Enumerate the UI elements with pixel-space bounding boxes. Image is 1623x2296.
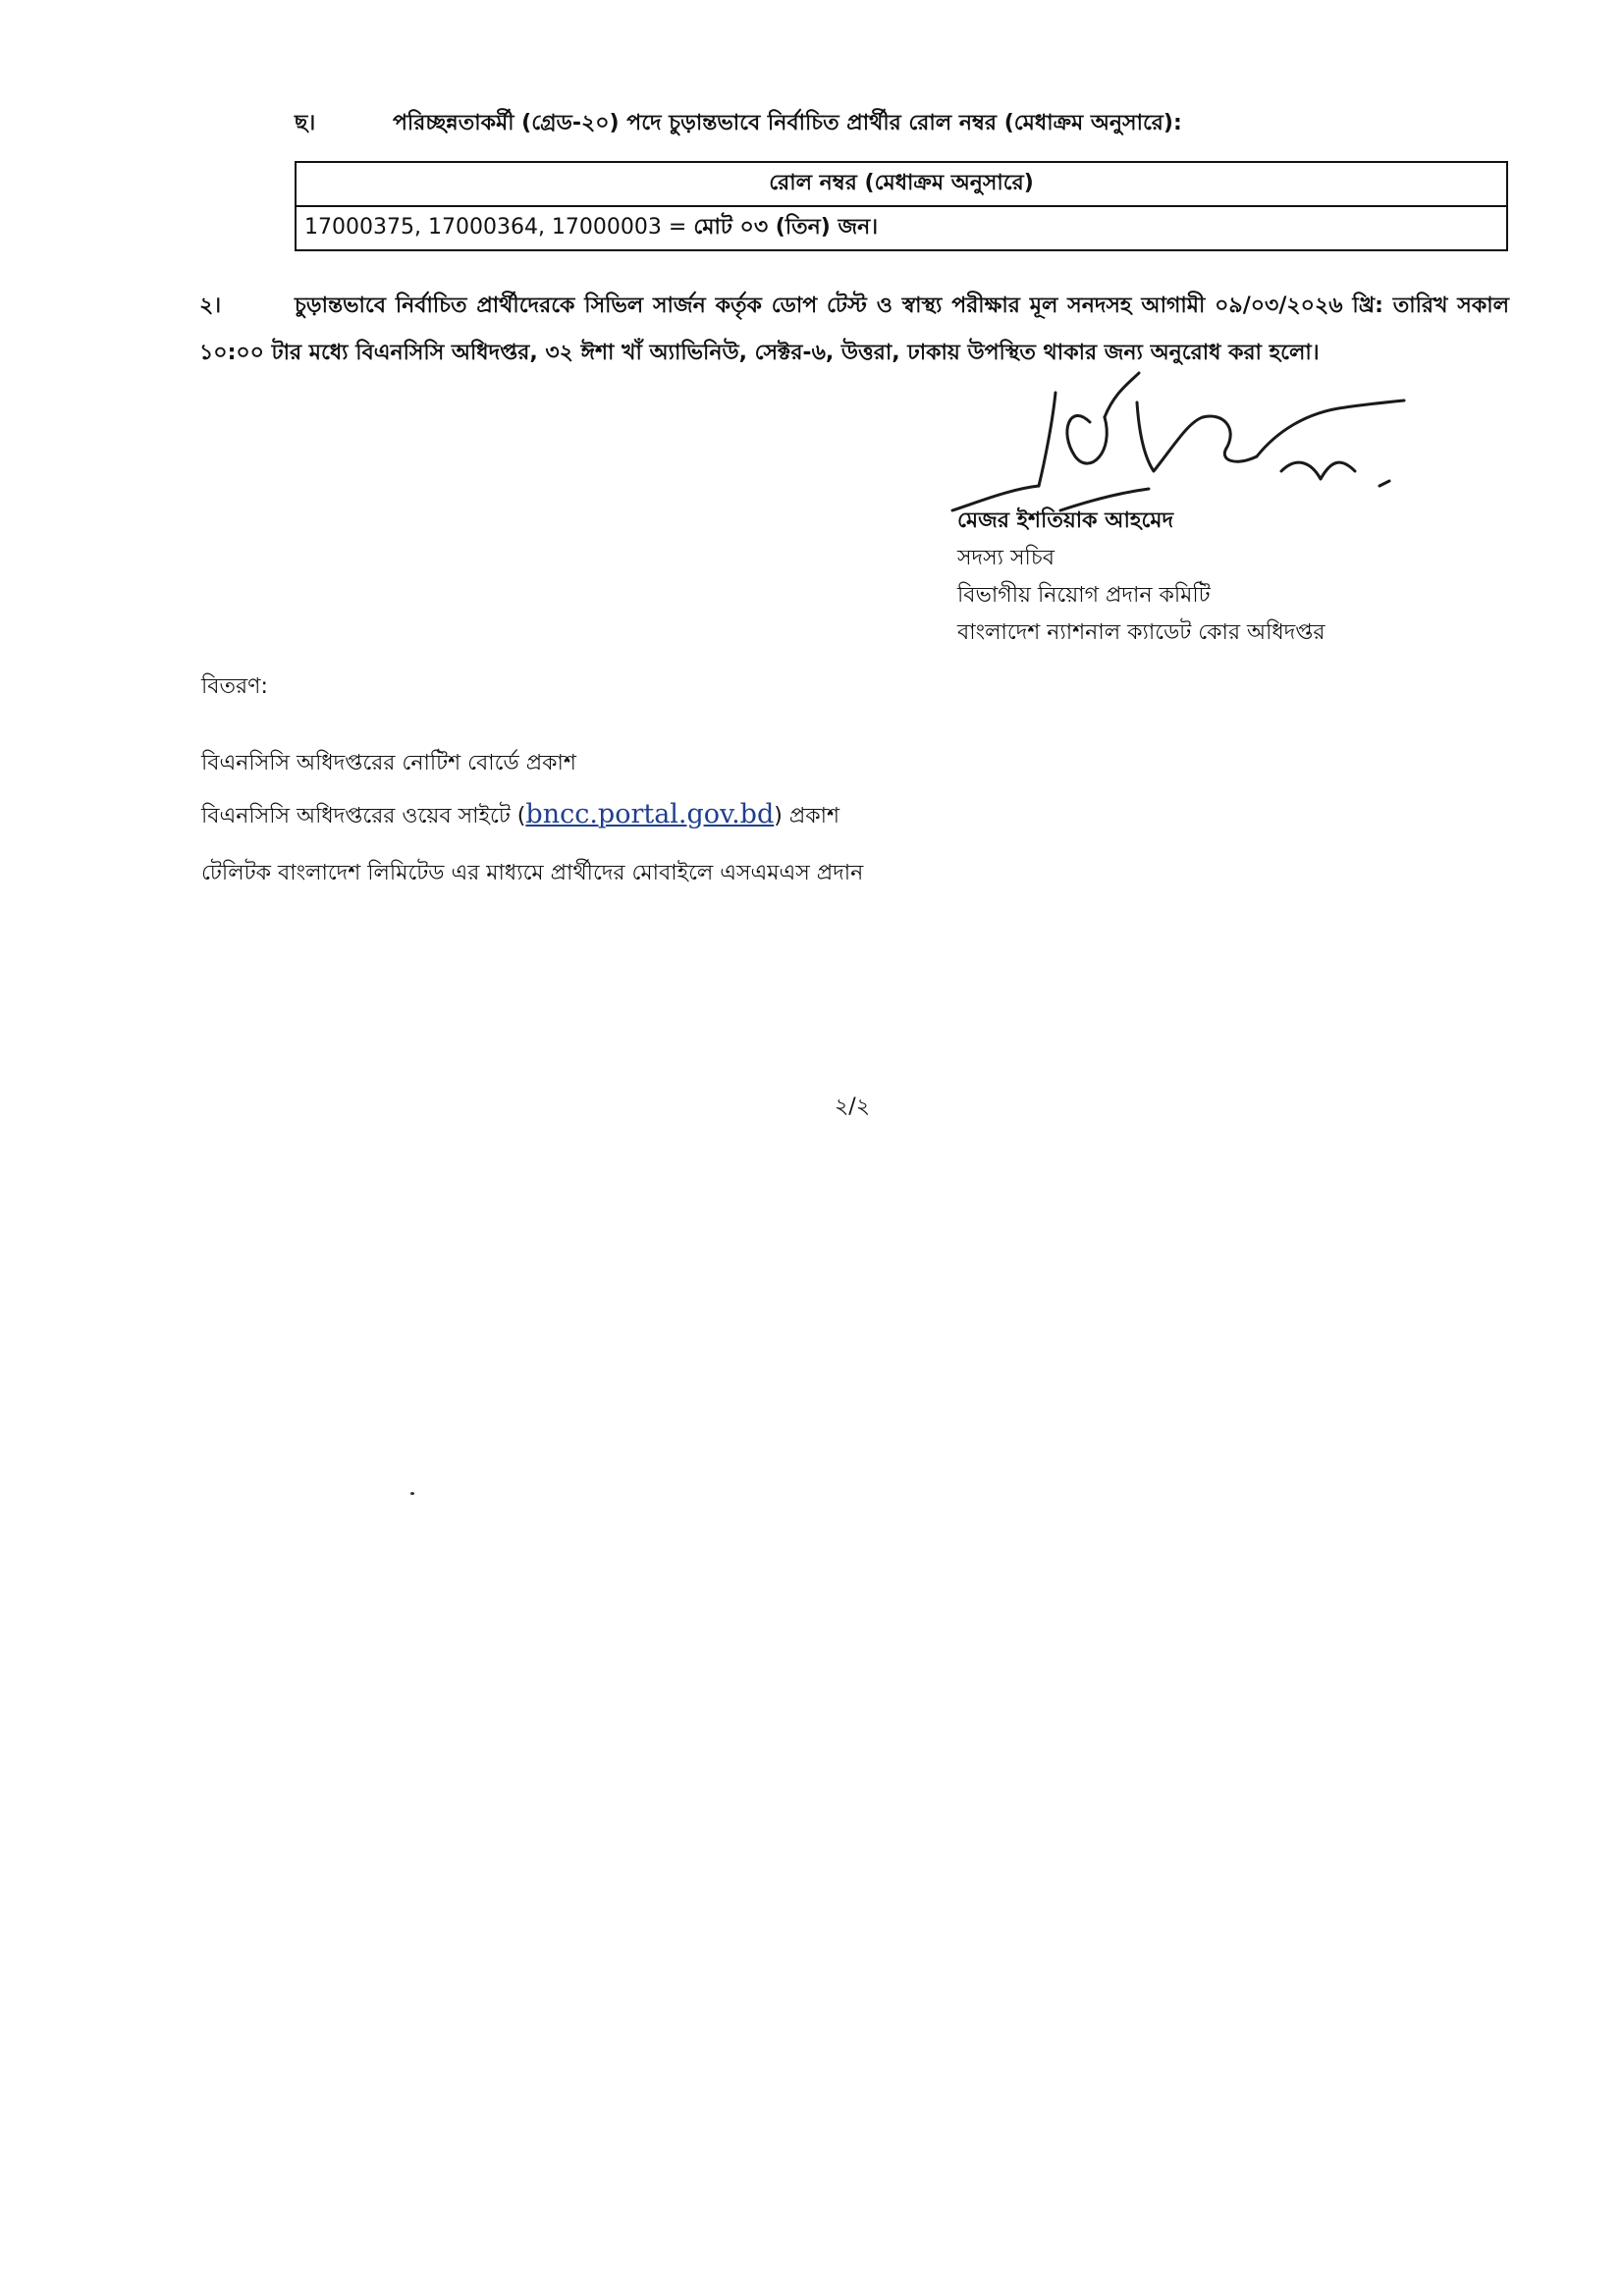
- distribution-item: টেলিটক বাংলাদেশ লিমিটেড এর মাধ্যমে প্রার্থীদের মোবাইলে এসএমএস প্রদান: [201, 861, 864, 885]
- signatory-block: [957, 503, 1325, 652]
- signatory-designation: সদস্য সচিব: [957, 546, 1055, 570]
- distribution-item: [201, 799, 839, 835]
- signatory-committee: বিভাগীয় নিয়োগ প্রদান কমিটি: [957, 583, 1211, 608]
- distribution-item-suffix: ) প্রকাশ: [774, 804, 840, 828]
- paragraph-text: চুড়ান্তভাবে নির্বাচিত প্রার্থীদেরকে সিভিল সার্জন কর্তৃক ডোপ টেস্ট ও স্বাস্থ্য পরীক্ষার মূল সনদসহ আগামী ০৯/০৩/২০২৬ খ্রি: তারিখ সকাল ১০:০০ টার মধ্যে বিএনসিসি অধিদপ্তর, ৩২ ঈশা খাঁ অ্যাভিনিউ, সেক্টর-৬, উত্তরা, ঢাকায় উপস্থিত থাকার জন্য অনুরোধ করা হলো।: [199, 294, 1509, 365]
- signatory-name: মেজর ইশতিয়াক আহমেদ: [957, 508, 1174, 533]
- roll-number-table: [295, 161, 1508, 251]
- roll-numbers: 17000375, 17000364, 17000003 =: [304, 215, 687, 240]
- table-header-row: [296, 162, 1507, 206]
- table-header-cell: রোল নম্বর (মেধাক্রম অনুসারে): [296, 162, 1507, 206]
- page-number: ২/২: [835, 1095, 871, 1119]
- distribution-title: বিতরণ:: [201, 674, 268, 699]
- distribution-item-prefix: বিএনসিসি অধিদপ্তরের ওয়েব সাইটে (: [201, 804, 526, 828]
- signatory-organization: বাংলাদেশ ন্যাশনাল ক্যাডেট কোর অধিদপ্তর: [957, 620, 1325, 645]
- distribution-item: বিএনসিসি অধিদপ্তরের নোটিশ বোর্ডে প্রকাশ: [201, 751, 576, 775]
- section-heading: [295, 106, 1182, 142]
- website-link[interactable]: bncc.portal.gov.bd: [525, 799, 775, 829]
- section-number: ছ।: [295, 111, 316, 135]
- roll-numbers-cell: [296, 206, 1507, 250]
- paragraph-number: ২।: [199, 294, 222, 318]
- section-heading-text: পরিচ্ছন্নতাকর্মী (গ্রেড-২০) পদে চুড়ান্তভাবে নির্বাচিত প্রার্থীর রোল নম্বর (মেধাক্রম অনুসারে):: [393, 111, 1182, 135]
- scan-speck: [410, 1492, 414, 1495]
- table-row: [296, 206, 1507, 250]
- roll-total: মোট ০৩ (তিন) জন।: [693, 215, 879, 240]
